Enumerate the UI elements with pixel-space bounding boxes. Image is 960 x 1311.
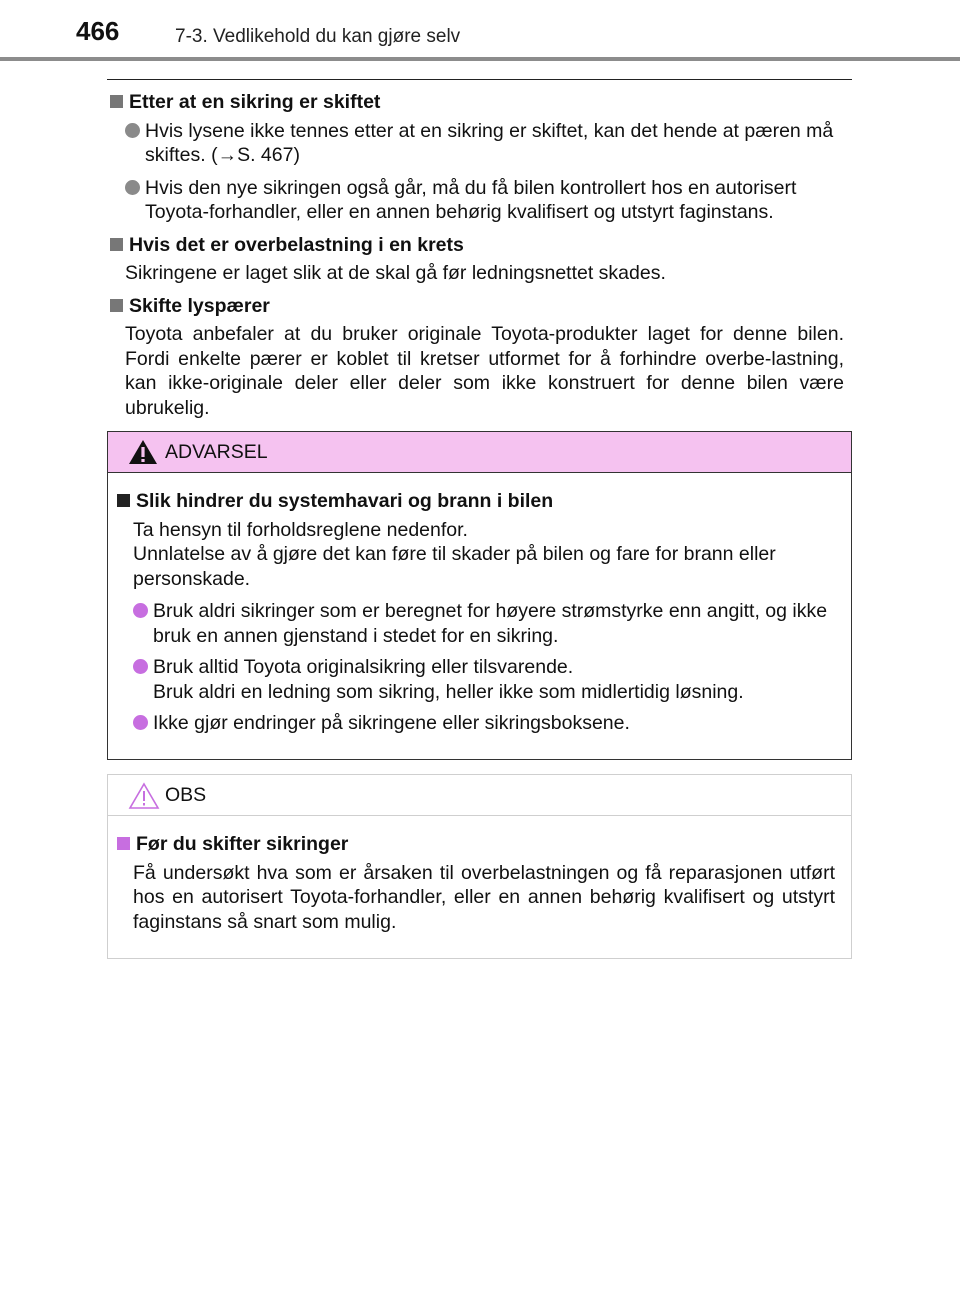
warning-box (107, 431, 852, 760)
list-item: Hvis lysene ikke tennes etter at en sikring er skiftet, kan det hende at pæren må skiftes. (→S. 467) (125, 119, 852, 168)
list-item: Bruk alltid Toyota originalsikring eller tilsvarende. Bruk aldri en ledning som sikring, heller ikke som midlertidig løsning. (133, 655, 843, 704)
content-top-divider (107, 79, 852, 80)
warning-heading: Slik hindrer du systemhavari og brann i bilen (114, 489, 843, 514)
warning-box-header (108, 432, 851, 473)
warning-triangle-icon (128, 439, 158, 465)
caution-outline-triangle-icon (128, 782, 160, 810)
circle-bullet-icon (133, 659, 148, 674)
warning-label: ADVARSEL (165, 441, 268, 463)
notice-text: Få undersøkt hva som er årsaken til overbelastningen og få reparasjonen utført hos en autorisert Toyota-forhandler, eller en annen behørig kvalifisert og utstyrt faginstans så snart som mulig. (133, 861, 835, 933)
circle-bullet-icon (125, 180, 140, 195)
square-bullet-icon (117, 494, 130, 507)
chapter-title: 7-3. Vedlikehold du kan gjøre selv (175, 26, 461, 47)
main-content (107, 86, 852, 428)
warning-intro: Ta hensyn til forholdsreglene nedenfor. Unnlatelse av å gjøre det kan føre til skader på bilen og fare for brann eller personskade. (133, 518, 776, 590)
notice-box-body (108, 816, 851, 934)
list-item: Hvis den nye sikringen også går, må du få bilen kontrollert hos en autorisert Toyota-forhandler, eller en annen behørig kvalifisert og utstyrt faginstans. (125, 176, 852, 225)
notice-heading: Før du skifter sikringer (114, 832, 843, 857)
section-heading: Hvis det er overbelastning i en krets (107, 233, 852, 258)
section-text: Sikringene er laget slik at de skal gå før ledningsnettet skades. (125, 262, 666, 284)
circle-bullet-icon (125, 123, 140, 138)
circle-bullet-icon (133, 715, 148, 730)
section-text: Toyota anbefaler at du bruker originale Toyota-produkter laget for denne bilen. Fordi enkelte pærer er koblet til kretser utformet for å forhindre overbe-lastning, kan ikke-originale deler eller deler som ikke konstruert for denne bilen være ubrukelig. (125, 323, 844, 419)
list-item: Bruk aldri sikringer som er beregnet for høyere strømstyrke enn angitt, og ikke bruk en annen gjenstand i stedet for en sikring. (133, 599, 843, 648)
square-bullet-icon (117, 837, 130, 850)
square-bullet-icon (110, 95, 123, 108)
notice-box-header (108, 775, 851, 816)
page-header (0, 0, 960, 62)
section-heading: Etter at en sikring er skiftet (107, 90, 852, 115)
list-item: Ikke gjør endringer på sikringene eller sikringsboksene. (133, 711, 843, 736)
square-bullet-icon (110, 238, 123, 251)
notice-label: OBS (165, 784, 207, 806)
header-divider (0, 57, 960, 61)
section-heading: Skifte lyspærer (107, 294, 852, 319)
square-bullet-icon (110, 299, 123, 312)
notice-box (107, 774, 852, 959)
warning-box-body (108, 473, 851, 736)
page-number: 466 (76, 16, 120, 46)
circle-bullet-icon (133, 603, 148, 618)
